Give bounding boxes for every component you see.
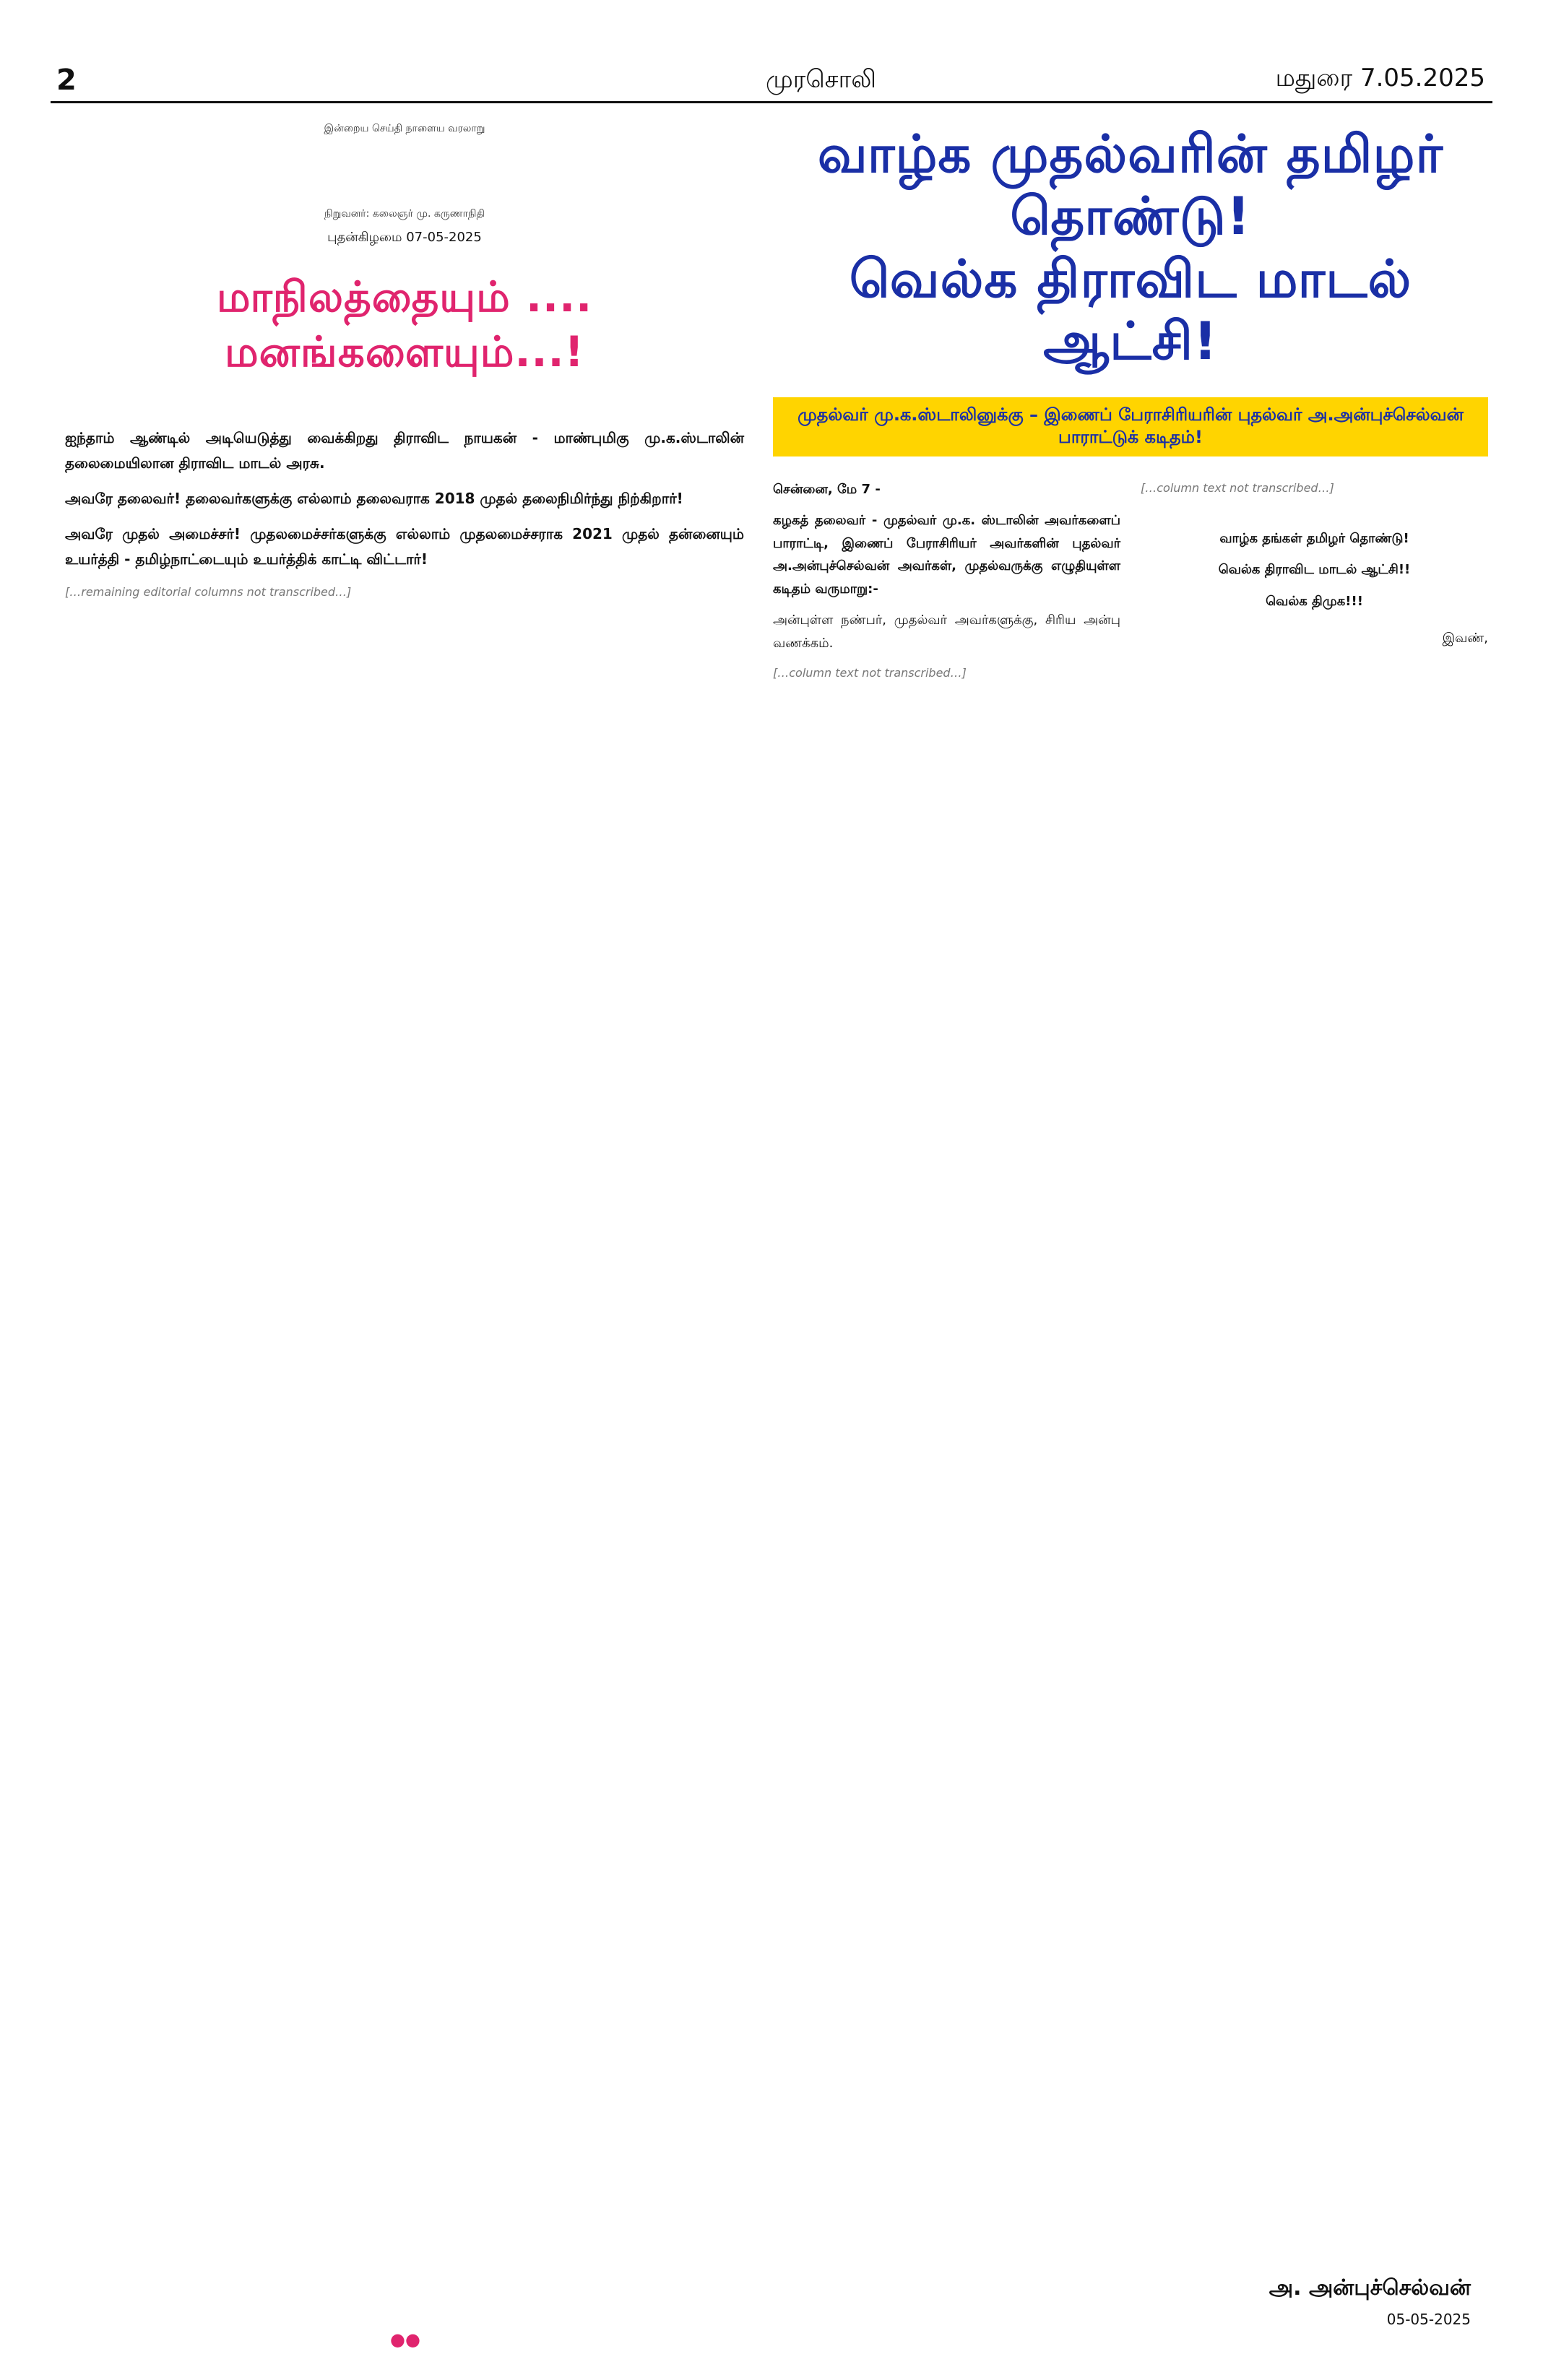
editorial-column [65,123,744,613]
headline-line: வாழ்க முதல்வரின் தமிழர் தொண்டு! [817,124,1444,247]
sign-prefix: இவண், [1442,631,1488,646]
editorial-para: அவரே முதல் அமைச்சர்! முதலமைச்சர்களுக்கு எல்லாம் முதலமைச்சராக 2021 முதல் தன்னையும் உயர்த்தி - தமிழ்நாட்டையும் உயர்த்திக் காட்டி விட்டார்! [65,525,744,568]
closing-slogan: வெல்க திமுக!!! [1266,593,1363,609]
feature-omitted: […column text not transcribed…] [773,666,967,680]
closing-slogan: வாழ்க தங்கள் தமிழர் தொண்டு! [1219,530,1409,546]
feature-dateline: சென்னை, மே 7 - [773,481,881,497]
headline [773,123,1488,373]
feature-column [773,123,1488,692]
tagline: இன்றைய செய்தி நாளைய வரலாறு [324,123,485,134]
founder-line: நிறுவனர்: கலைஞர் மு. கருணாநிதி [324,208,485,220]
dateline: மதுரை 7.05.2025 [1275,64,1485,92]
sub-banner: முதல்வர் மு.க.ஸ்டாலினுக்கு – இணைப் பேராசிரியரின் புதல்வர் அ.அன்புச்செல்வன் பாராட்டுக் கடிதம்! [773,397,1488,456]
editorial-title: மாநிலத்தையும் .... மனங்களையும்...! [216,272,593,376]
signature-date: 05-05-2025 [1386,2311,1471,2328]
page-number: 2 [56,64,77,97]
editorial-para: அவரே தலைவர்! தலைவர்களுக்கு எல்லாம் தலைவராக 2018 முதல் தலைநிமிர்ந்து நிற்கிறார்! [65,490,683,507]
headline-line: வெல்க திராவிட மாடல் ஆட்சி! [849,248,1412,372]
feature-columns [773,478,1488,693]
feature-col-1 [773,478,1120,693]
paper-name: முரசொலி [766,65,876,94]
editorial-body [65,425,744,602]
closing-slogan: வெல்க திராவிட மாடல் ஆட்சி!! [1218,562,1411,578]
editorial-omitted: […remaining editorial columns not transcribed…] [65,585,352,599]
feature-para: அன்புள்ள நண்பர், முதல்வர் அவர்களுக்கு, சிரிய அன்பு வணக்கம். [773,613,1120,651]
feature-omitted: […column text not transcribed…] [1141,480,1334,495]
page-ornament: ●● [390,2329,420,2350]
masthead [0,0,1543,97]
signature-name: அ. அன்புச்செல்வன் [1268,2275,1471,2301]
feature-para: கழகத் தலைவர் - முதல்வர் மு.க. ஸ்டாலின் அவர்களைப் பாராட்டி, இணைப் பேராசிரியர் அவர்களின் புதல்வர் அ.அன்புச்செல்வன் அவர்கள், முதல்வருக்கு எழுதியுள்ள கடிதம் வருமாறு:- [773,513,1120,597]
editorial-para: ஐந்தாம் ஆண்டில் அடியெடுத்து வைக்கிறது திராவிட நாயகன் - மாண்புமிகு மு.க.ஸ்டாலின் தலைமையிலான திராவிட மாடல் அரசு. [65,429,744,472]
weekday-date: புதன்கிழமை 07-05-2025 [327,230,482,245]
feature-col-2 [1141,478,1488,693]
signature-block [1269,2275,1471,2328]
masthead-rule [51,101,1492,103]
